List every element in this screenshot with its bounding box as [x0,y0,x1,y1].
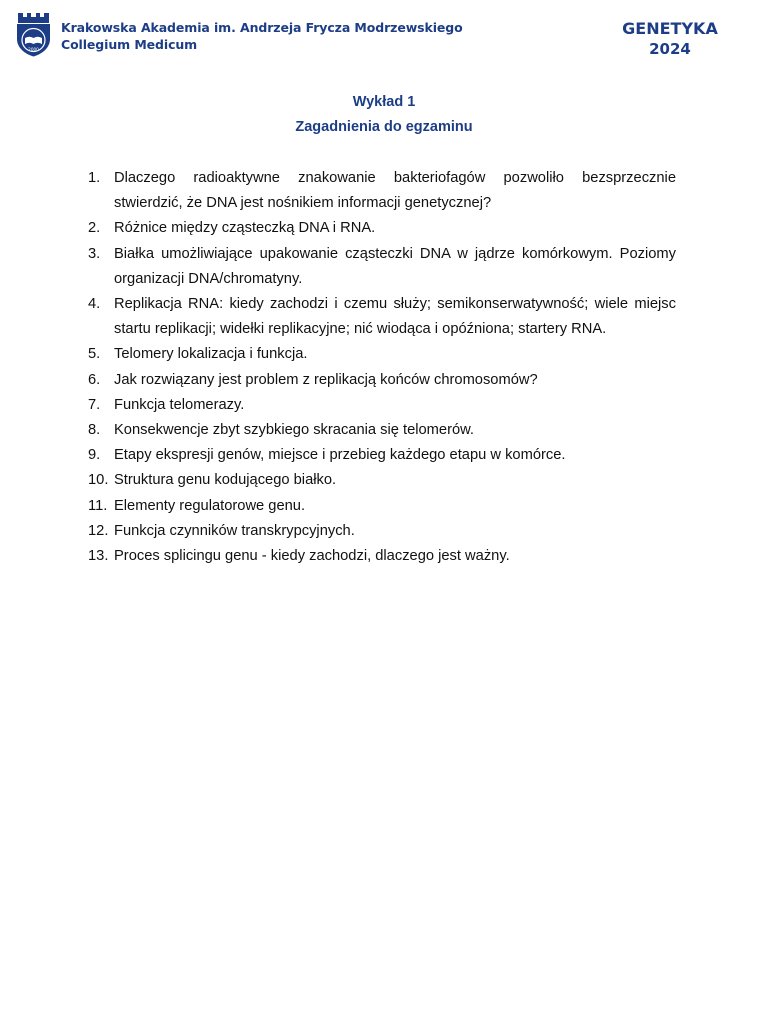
item-text: Funkcja telomerazy. [114,396,245,413]
item-text: Struktura genu kodującego białko. [114,472,337,489]
list-item [88,418,676,443]
course-year: 2024 [649,40,691,58]
course-badge [620,19,720,59]
item-text: Dlaczego radioaktywne znakowanie bakteriofagów pozwoliło bezsprzecznie stwierdzić, że DNA jest nośnikiem informacji genetycznej? [114,170,676,212]
item-number: 7. [88,396,101,413]
lecture-title: Wykład 1 [352,94,416,110]
list-item [88,342,676,367]
lecture-subtitle: Zagadnienia do egzaminu [295,119,473,135]
list-item [88,166,676,216]
list-item [88,494,676,519]
item-text: Proces splicingu genu - kiedy zachodzi, dlaczego jest ważny. [114,548,510,565]
list-item [88,242,676,292]
item-number: 2. [88,220,101,237]
item-text: Etapy ekspresji genów, miejsce i przebieg każdego etapu w komórce. [114,447,566,464]
list-item [88,216,676,241]
list-item [88,519,676,544]
item-number: 5. [88,346,101,363]
institution-name [61,19,463,53]
exam-questions-list [88,166,676,569]
item-text: Elementy regulatorowe genu. [114,497,306,514]
list-item [88,292,676,342]
item-number: 9. [88,447,101,464]
list-item [88,393,676,418]
item-number: 11. [88,497,108,514]
institution-line-1: Krakowska Akademia im. Andrzeja Frycza Modrzewskiego [61,20,463,35]
item-text: Białka umożliwiające upakowanie cząsteczki DNA w jądrze komórkowym. Poziomy organizacji DNA/chromatyny. [114,245,676,287]
course-title: GENETYKA [622,19,718,38]
item-number: 6. [88,371,101,388]
list-item [88,368,676,393]
item-text: Telomery lokalizacja i funkcja. [114,346,308,363]
item-text: Replikacja RNA: kiedy zachodzi i czemu służy; semikonserwatywność; wiele miejsc startu replikacji; widełki replikacyjne; nić wiodąca i opóźniona; startery RNA. [114,296,676,338]
item-text: Konsekwencje zbyt szybkiego skracania się telomerów. [114,422,475,439]
item-number: 3. [88,245,101,262]
item-number: 10. [88,472,109,489]
item-text: Różnice między cząsteczką DNA i RNA. [114,220,376,237]
item-number: 13. [88,548,109,565]
logo-year: 2000 [28,47,39,52]
item-text: Jak rozwiązany jest problem z replikacją końców chromosomów? [114,371,538,388]
item-text: Funkcja czynników transkrypcyjnych. [114,522,355,539]
item-number: 4. [88,296,101,313]
page-header [0,0,768,64]
list-item [88,468,676,493]
institution-line-2: Collegium Medicum [61,37,198,52]
document-heading [0,92,768,137]
item-number: 1. [88,170,101,186]
item-number: 8. [88,422,101,439]
item-number: 12. [88,522,109,539]
list-item [88,443,676,468]
list-item [88,544,676,569]
university-crest-icon [15,11,52,57]
